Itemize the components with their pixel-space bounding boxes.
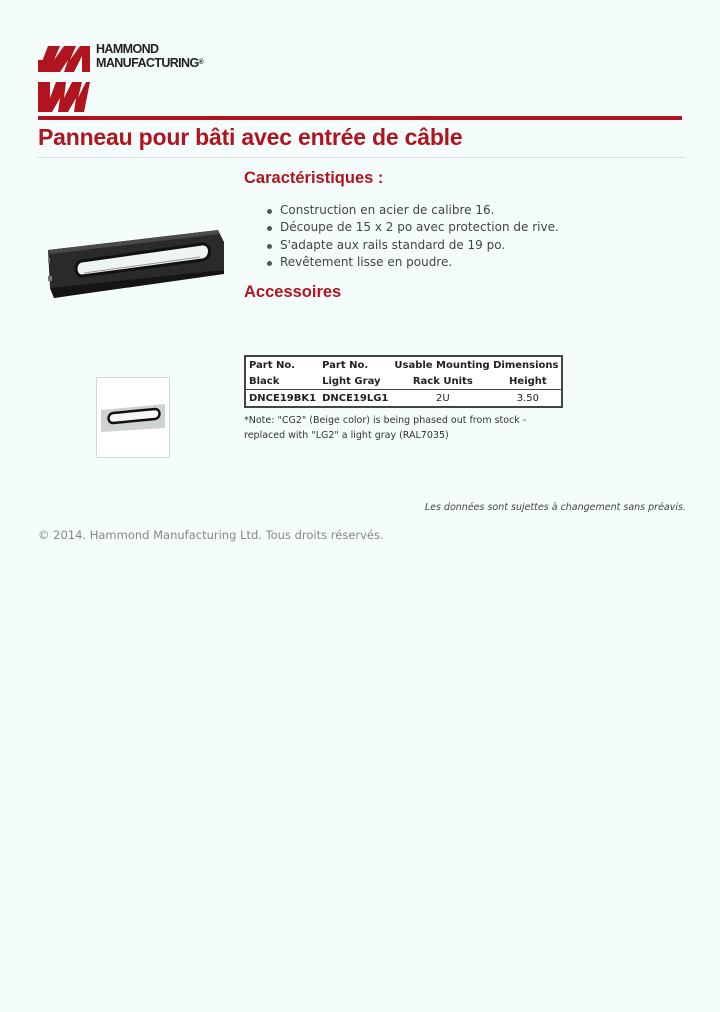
list-item: Découpe de 15 x 2 po avec protection de rive. [266,219,559,236]
brand-name [96,42,203,70]
features-list [266,202,559,271]
header-rule [38,116,682,120]
table-header: Part No. [249,359,296,371]
table-note [244,414,526,443]
hammond-logo [38,42,228,114]
table-header: Part No. [322,359,369,371]
part-number-gray[interactable]: DNCE19LG1 [322,392,389,404]
product-image [48,228,226,302]
product-thumbnail[interactable] [96,377,170,458]
title-divider [38,157,686,158]
part-number-black[interactable]: DNCE19BK1 [249,392,317,404]
hammond-logo-mark-icon [38,42,90,114]
note-line: replaced with "LG2" a light gray (RAL7035) [244,429,449,441]
rack-units: 2U [435,392,450,404]
table-header: Light Gray [319,373,391,390]
table-header: Black [245,373,319,390]
note-line: *Note: "CG2" (Beige color) is being phased out from stock - [244,415,527,426]
copyright: © 2014. Hammond Manufacturing Ltd. Tous droits réservés. [38,528,384,542]
brand-name-line1: HAMMOND [96,42,159,56]
table-header: Usable Mounting Dimensions [394,359,559,371]
height-value: 3.50 [516,392,539,404]
table-header: Height [494,373,562,390]
features-heading: Caractéristiques : [244,169,384,187]
list-item: Construction en acier de calibre 16. [266,202,559,219]
registered-mark: ® [198,59,204,66]
brand-name-line2: MANUFACTURING [96,56,199,70]
list-item: Revêtement lisse en poudre. [266,254,559,271]
table-header: Rack Units [391,373,494,390]
disclaimer: Les données sont sujettes à changement sans préavis. [424,502,686,513]
thumbnail-image [97,378,169,457]
table-row [245,390,562,408]
parts-table [244,355,563,408]
list-item: S'adapte aux rails standard de 19 po. [266,237,559,254]
accessories-heading: Accessoires [244,283,342,301]
page-title: Panneau pour bâti avec entrée de câble [38,124,463,150]
